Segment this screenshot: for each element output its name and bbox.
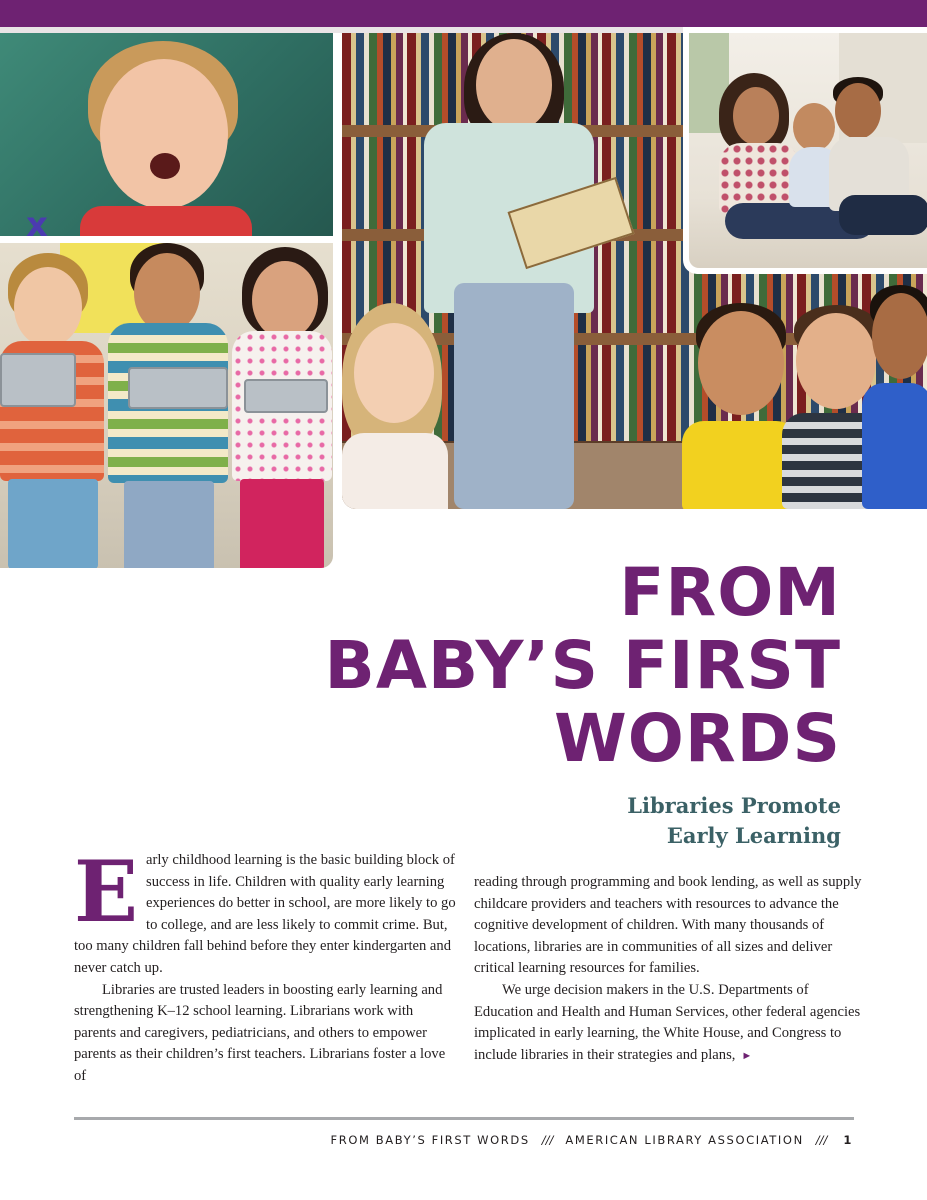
headline-line-1: FROM xyxy=(619,554,841,631)
paragraph-1 xyxy=(74,842,458,980)
paragraph-3: reading through programming and book lending, as well as supply childcare providers and teachers with resources to advance the cognitive development of children. With many thousands of locations, libraries are in communities of all sizes and deliver critical learning resources for families. xyxy=(474,874,862,977)
paragraph-2: Libraries are trusted leaders in boosting early learning and strengthening K–12 school learning. Librarians work with parents and caregivers, pediatricians, and others to empower parents as their children’s first teachers. Librarians foster a love of xyxy=(74,981,446,1084)
subheading-line-2: Early Learning xyxy=(666,823,841,848)
footer xyxy=(331,1133,853,1147)
drop-cap: E xyxy=(74,842,139,941)
toddler-photo: x xyxy=(0,33,333,236)
page-number: 1 xyxy=(843,1133,853,1147)
top-color-bar xyxy=(0,0,927,27)
paragraph-4-text: We urge decision makers in the U.S. Departments of Education and Health and Human Services, other federal agencies implicated in early learning, the White House, and Congress to include libraries in their strategies and plans, xyxy=(474,981,861,1063)
body-column-left xyxy=(74,842,458,1088)
children-with-tablets-photo xyxy=(0,243,333,568)
headline-line-2: BABY’S FIRST xyxy=(324,627,841,704)
footer-separator: /// xyxy=(815,1133,828,1147)
headline xyxy=(325,556,841,775)
footer-rule xyxy=(74,1117,854,1120)
footer-doc-title: FROM BABY’S FIRST WORDS xyxy=(330,1133,530,1147)
continue-arrow-icon: ► xyxy=(741,1049,753,1062)
subheading-line-1: Libraries Promote xyxy=(627,793,841,818)
footer-separator: /// xyxy=(541,1133,554,1147)
footer-organization: AMERICAN LIBRARY ASSOCIATION xyxy=(565,1133,804,1147)
family-reading-photo xyxy=(683,27,927,274)
subheading xyxy=(627,791,841,851)
paragraph-4 xyxy=(474,980,864,1067)
body-column-right xyxy=(474,872,864,1067)
paragraph-1-text: arly childhood learning is the basic building block of success in life. Children with quality early learning experiences do better in school, are more likely to go to college, and are less likely to commit crime. But, too many children fall behind before they enter kindergarten and never catch up. xyxy=(74,852,456,976)
headline-line-3: WORDS xyxy=(553,700,841,777)
